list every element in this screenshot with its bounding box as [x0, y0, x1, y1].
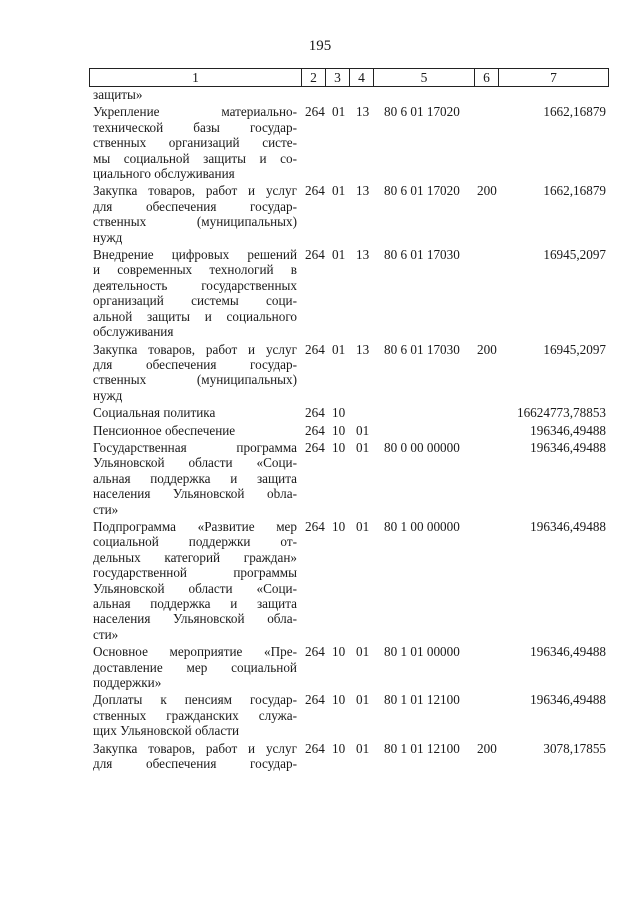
cell-col-5: 80 6 01 17030 [384, 247, 460, 263]
cell-col-2: 264 [305, 247, 325, 263]
cell-col-7: 1662,16879 [543, 183, 606, 199]
cell-col-4: 01 [356, 740, 370, 756]
cell-col-7: 3078,17855 [543, 740, 606, 756]
table-row [93, 342, 613, 404]
header-col-2: 2 [302, 69, 326, 87]
cell-col-7: 196346,49488 [530, 518, 606, 534]
description-line: Закупка товаров, работ и услуг [93, 341, 297, 357]
description-line: технической базы государ- [93, 119, 297, 135]
cell-col-5: 80 1 01 12100 [384, 692, 460, 708]
cell-col-3: 10 [332, 405, 346, 421]
table-row [93, 87, 613, 102]
description-line: сти» [93, 626, 119, 642]
cell-col-3: 10 [332, 518, 346, 534]
description-line: социальной поддержки от- [93, 534, 297, 550]
description-line: обслуживания [93, 324, 174, 340]
description-line: организаций системы соци- [93, 293, 297, 309]
table-header [89, 68, 609, 87]
description-line: Основное мероприятие «Пре- [93, 644, 297, 660]
row-description [93, 440, 297, 517]
cell-col-4: 13 [356, 183, 370, 199]
description-line: населения Ульяновской obла- [93, 486, 297, 502]
cell-col-2: 264 [305, 439, 325, 455]
row-description [93, 405, 297, 420]
cell-col-2: 264 [305, 405, 325, 421]
table-row [93, 423, 613, 438]
description-line: Подпрограмма «Развитие мер [93, 518, 297, 534]
row-description [93, 692, 297, 738]
cell-col-3: 01 [332, 341, 346, 357]
description-line: Государственная программа [93, 439, 297, 455]
row-description [93, 183, 297, 245]
cell-col-5: 80 1 01 12100 [384, 740, 460, 756]
table-row [93, 519, 613, 642]
description-line: для обеспечения государ- [93, 356, 297, 372]
header-col-4: 4 [350, 69, 374, 87]
description-line: защиты» [93, 87, 143, 102]
cell-col-5: 80 6 01 17020 [384, 183, 460, 199]
description-line: альная поддержка и защита [93, 596, 297, 611]
description-line: дельных категорий граждан» [93, 549, 297, 565]
description-line: Ульяновской области «Соци- [93, 455, 297, 471]
table-row [93, 247, 613, 339]
description-line: альная поддержка и защита [93, 470, 297, 486]
description-line: доставление мер социальной [93, 659, 297, 675]
cell-col-2: 264 [305, 341, 325, 357]
cell-col-2: 264 [305, 422, 325, 438]
description-line: щих Ульяновской области [93, 723, 240, 739]
description-line: для обеспечения государ- [93, 198, 297, 214]
table-row [93, 104, 613, 181]
description-line: Внедрение цифровых решений [93, 247, 297, 263]
row-description [93, 423, 297, 438]
description-line: ственных (муниципальных) [93, 214, 297, 230]
cell-col-3: 01 [332, 183, 346, 199]
table-row [93, 440, 613, 517]
cell-col-5: 80 6 01 17020 [384, 104, 460, 120]
header-col-3: 3 [326, 69, 350, 87]
cell-col-4: 13 [356, 247, 370, 263]
description-line: деятельность государственных [93, 277, 297, 293]
cell-col-6: 200 [477, 341, 497, 357]
header-col-6: 6 [475, 69, 499, 87]
cell-col-2: 264 [305, 740, 325, 756]
cell-col-5: 80 0 00 00000 [384, 439, 460, 455]
row-description [93, 104, 297, 181]
cell-col-4: 13 [356, 341, 370, 357]
cell-col-2: 264 [305, 104, 325, 120]
cell-col-7: 1662,16879 [543, 104, 606, 120]
description-line: Социальная политика [93, 405, 216, 421]
cell-col-3: 10 [332, 422, 346, 438]
description-line: государственной программы [93, 565, 297, 581]
header-col-7: 7 [499, 69, 609, 87]
description-line: циального обслуживания [93, 166, 235, 182]
table-row [93, 741, 613, 772]
cell-col-3: 10 [332, 740, 346, 756]
cell-col-4: 01 [356, 644, 370, 660]
cell-col-7: 196346,49488 [530, 439, 606, 455]
cell-col-2: 264 [305, 644, 325, 660]
row-description [93, 342, 297, 404]
cell-col-4: 01 [356, 518, 370, 534]
page-number: 195 [308, 38, 332, 54]
cell-col-3: 01 [332, 104, 346, 120]
description-line: нужд [93, 229, 123, 245]
cell-col-7: 196346,49488 [530, 692, 606, 708]
description-line: мы социальной защиты и со- [93, 150, 297, 166]
header-col-1: 1 [90, 69, 302, 87]
description-line: населения Ульяновской обла- [93, 611, 297, 627]
description-line: Ульяновской области «Соци- [93, 580, 297, 596]
cell-col-2: 264 [305, 518, 325, 534]
description-line: Закупка товаров, работ и услуг [93, 740, 297, 756]
header-col-5: 5 [374, 69, 475, 87]
cell-col-5: 80 1 01 00000 [384, 644, 460, 660]
description-line: сти» [93, 501, 119, 517]
cell-col-7: 16945,2097 [543, 341, 606, 357]
cell-col-3: 01 [332, 247, 346, 263]
table-body [93, 87, 613, 771]
table-row [93, 692, 613, 738]
cell-col-5: 80 6 01 17030 [384, 341, 460, 357]
cell-col-7: 196346,49488 [530, 422, 606, 438]
cell-col-4: 01 [356, 439, 370, 455]
table-row [93, 405, 613, 420]
cell-col-7: 16624773,78853 [516, 405, 606, 421]
cell-col-4: 01 [356, 692, 370, 708]
cell-col-3: 10 [332, 644, 346, 660]
cell-col-2: 264 [305, 183, 325, 199]
description-line: ственных гражданских служа- [93, 707, 297, 723]
description-line: ственных (муниципальных) [93, 372, 297, 388]
cell-col-7: 196346,49488 [530, 644, 606, 660]
cell-col-5: 80 1 00 00000 [384, 518, 460, 534]
description-line: ственных организаций систе- [93, 135, 297, 151]
cell-col-2: 264 [305, 692, 325, 708]
row-description [93, 519, 297, 642]
row-description [93, 247, 297, 339]
cell-col-3: 10 [332, 439, 346, 455]
cell-col-3: 10 [332, 692, 346, 708]
table-row [93, 183, 613, 245]
description-line: Доплаты к пенсиям государ- [93, 692, 297, 708]
description-line: Укрепление материально- [93, 104, 297, 120]
description-line: нужд [93, 387, 123, 403]
row-description [93, 87, 297, 102]
cell-col-6: 200 [477, 183, 497, 199]
description-line: альной защиты и социального [93, 308, 297, 324]
description-line: поддержки» [93, 675, 162, 691]
cell-col-4: 01 [356, 422, 370, 438]
cell-col-4: 13 [356, 104, 370, 120]
row-description [93, 644, 297, 690]
cell-col-6: 200 [477, 740, 497, 756]
row-description [93, 741, 297, 772]
cell-col-7: 16945,2097 [543, 247, 606, 263]
description-line: и современных технологий в [93, 262, 297, 278]
description-line: для обеспечения государ- [93, 756, 297, 772]
table-row [93, 644, 613, 690]
description-line: Пенсионное обеспечение [93, 422, 236, 438]
description-line: Закупка товаров, работ и услуг [93, 183, 297, 199]
